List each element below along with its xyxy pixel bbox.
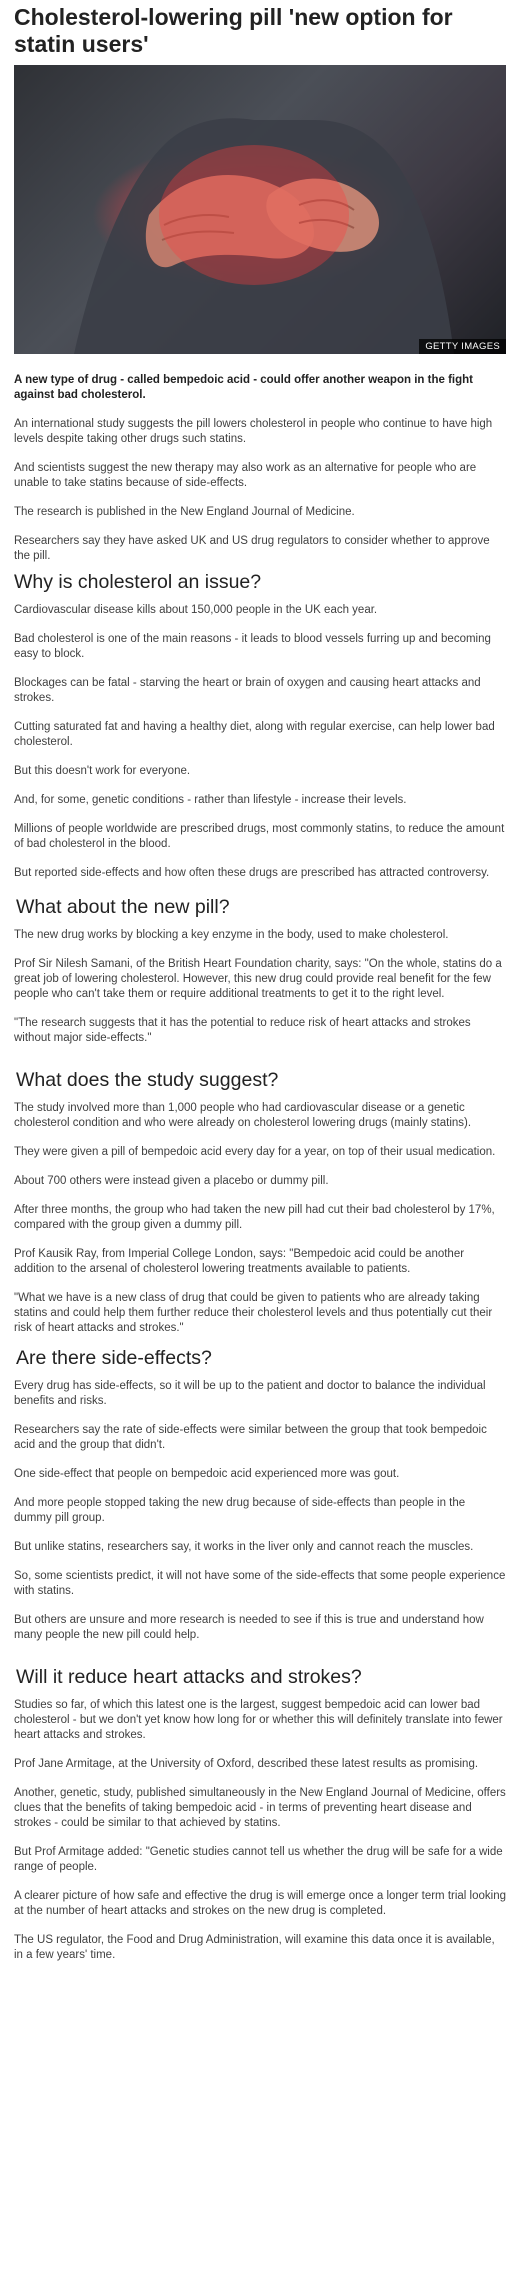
body-paragraph: But Prof Armitage added: "Genetic studies cannot tell us whether the drug will be safe for a wide range of people.	[14, 1846, 503, 1873]
body-paragraph: So, some scientists predict, it will not have some of the side-effects that some people experience with statins.	[14, 1570, 506, 1597]
section-heading: Are there side-effects?	[16, 1347, 212, 1369]
body-paragraph: About 700 others were instead given a placebo or dummy pill.	[14, 1175, 329, 1187]
body-paragraph: Blockages can be fatal - starving the heart or brain of oxygen and causing heart attacks and strokes.	[14, 677, 481, 704]
body-paragraph: But others are unsure and more research is needed to see if this is true and understand how many people the new pill could help.	[14, 1614, 484, 1641]
image-credit: GETTY IMAGES	[419, 339, 506, 354]
lead-paragraphs	[14, 417, 506, 564]
body-paragraph: And more people stopped taking the new drug because of side-effects than people in the dummy pill group.	[14, 1497, 466, 1524]
body-paragraph: "What we have is a new class of drug that could be given to patients who are already taking statins and could help them further reduce their cholesterol levels and thus potentially cut their risk of heart attacks and strokes."	[14, 1292, 493, 1334]
section-heading: Why is cholesterol an issue?	[14, 571, 262, 593]
body-paragraph: Prof Kausik Ray, from Imperial College London, says: "Bempedoic acid could be another addition to the arsenal of cholesterol lowering treatments available to patients.	[14, 1248, 465, 1275]
section-heading: What about the new pill?	[16, 896, 230, 918]
section-new-pill	[14, 895, 506, 1046]
body-paragraph: The study involved more than 1,000 people who had cardiovascular disease or a genetic cholesterol condition and who were already on cholesterol lowering drugs (mainly statins).	[14, 1102, 472, 1129]
body-paragraph: "The research suggests that it has the potential to reduce risk of heart attacks and strokes without major side-effects."	[14, 1017, 471, 1044]
body-paragraph: Millions of people worldwide are prescribed drugs, most commonly statins, to reduce the amount of bad cholesterol in the blood.	[14, 823, 505, 850]
body-paragraph: Researchers say the rate of side-effects were similar between the group that took bempedoic acid and the group that didn't.	[14, 1424, 487, 1451]
body-paragraph: The new drug works by blocking a key enzyme in the body, used to make cholesterol.	[14, 929, 449, 941]
body-paragraph: Cardiovascular disease kills about 150,000 people in the UK each year.	[14, 604, 378, 616]
body-paragraph: And scientists suggest the new therapy may also work as an alternative for people who are unable to take statins because of side-effects.	[14, 462, 477, 489]
intro-paragraph: A new type of drug - called bempedoic acid - could offer another weapon in the fight against bad cholesterol.	[14, 374, 473, 401]
body-paragraph: Another, genetic, study, published simultaneously in the New England Journal of Medicine, offers clues that the benefits of taking bempedoic acid - in terms of preventing heart disease and strokes - could be similar to that achieved by statins.	[14, 1787, 506, 1829]
hero-image	[14, 65, 506, 354]
section-study	[14, 1068, 506, 1336]
section-heart-attacks	[14, 1665, 506, 1963]
body-paragraph: But this doesn't work for everyone.	[14, 765, 191, 777]
article	[14, 0, 506, 1963]
body-paragraph: Studies so far, of which this latest one is the largest, suggest bempedoic acid can lower bad cholesterol - but we don't yet know how long for or whether this will definitely translate into fewer heart attacks and strokes.	[14, 1699, 503, 1741]
body-paragraph: Bad cholesterol is one of the main reasons - it leads to blood vessels furring up and becoming easy to block.	[14, 633, 491, 660]
body-paragraph: One side-effect that people on bempedoic acid experienced more was gout.	[14, 1468, 400, 1480]
body-paragraph: And, for some, genetic conditions - rather than lifestyle - increase their levels.	[14, 794, 407, 806]
body-paragraph: Researchers say they have asked UK and US drug regulators to consider whether to approve the pill.	[14, 535, 490, 562]
body-paragraph: A clearer picture of how safe and effective the drug is will emerge once a longer term trial looking at the number of heart attacks and strokes on the new drug is completed.	[14, 1890, 506, 1917]
body-paragraph: After three months, the group who had taken the new pill had cut their bad cholesterol by 17%, compared with the group given a dummy pill.	[14, 1204, 495, 1231]
body-paragraph: They were given a pill of bempedoic acid every day for a year, on top of their usual medication.	[14, 1146, 496, 1158]
section-heading: Will it reduce heart attacks and strokes?	[16, 1666, 362, 1688]
chest-pain-illustration	[14, 65, 506, 354]
body-paragraph: But unlike statins, researchers say, it works in the liver only and cannot reach the muscles.	[14, 1541, 474, 1553]
body-paragraph: Every drug has side-effects, so it will be up to the patient and doctor to balance the individual benefits and risks.	[14, 1380, 486, 1407]
body-paragraph: Cutting saturated fat and having a healthy diet, along with regular exercise, can help lower bad cholesterol.	[14, 721, 495, 748]
body-paragraph: But reported side-effects and how often these drugs are prescribed has attracted controversy.	[14, 867, 490, 879]
body-paragraph: An international study suggests the pill lowers cholesterol in people who continue to have high levels despite taking other drugs such statins.	[14, 418, 493, 445]
body-paragraph: The US regulator, the Food and Drug Administration, will examine this data once it is available, in a few years' time.	[14, 1934, 495, 1961]
section-heading: What does the study suggest?	[16, 1069, 279, 1091]
section-why-cholesterol	[14, 570, 506, 881]
body-paragraph: Prof Sir Nilesh Samani, of the British Heart Foundation charity, says: "On the whole, statins do a great job of lowering cholesterol. However, this new drug could provide real benefit for the few people who can't take them or require additional treatments to get it to the right level.	[14, 958, 502, 1000]
headline: Cholesterol-lowering pill 'new option for statin users'	[14, 4, 453, 57]
body-paragraph: The research is published in the New England Journal of Medicine.	[14, 506, 355, 518]
section-side-effects	[14, 1346, 506, 1643]
body-paragraph: Prof Jane Armitage, at the University of Oxford, described these latest results as promising.	[14, 1758, 479, 1770]
